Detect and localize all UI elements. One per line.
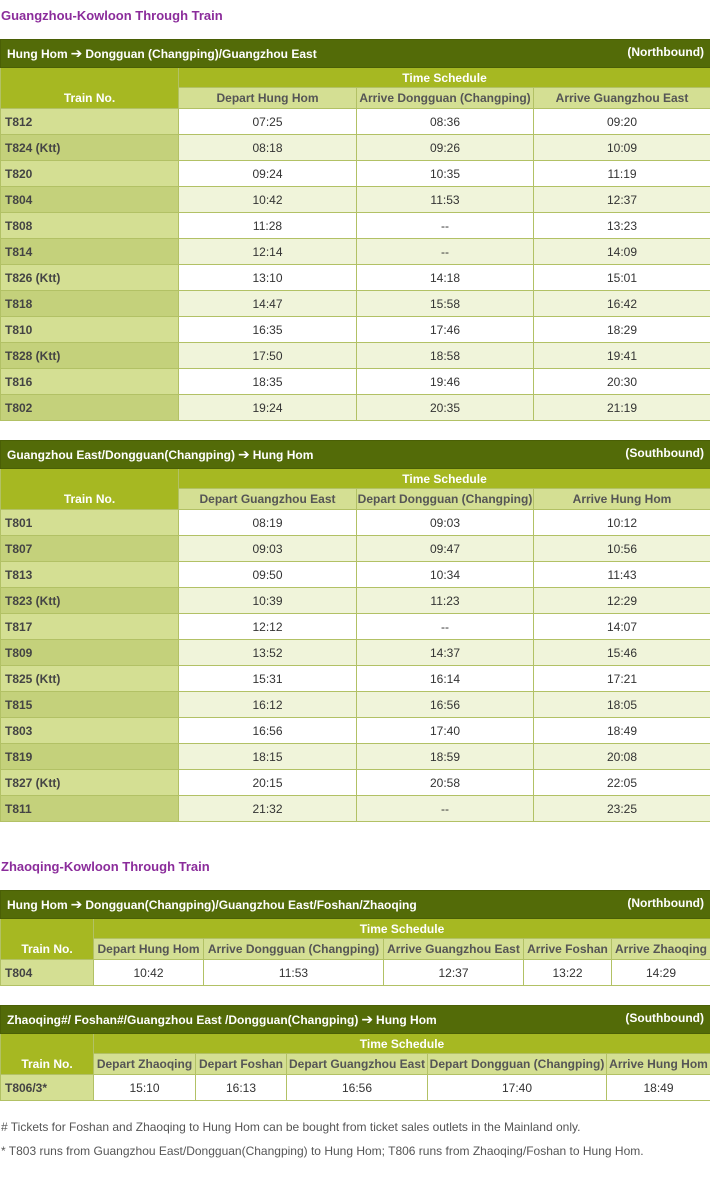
table-row xyxy=(1,770,710,796)
column-header: Arrive Dongguan (Changping) xyxy=(204,939,384,960)
time-cell: -- xyxy=(357,614,534,640)
train-number: T816 xyxy=(1,369,179,395)
column-header: Depart Foshan xyxy=(196,1054,287,1075)
time-cell: 07:25 xyxy=(179,109,357,135)
time-cell: 14:07 xyxy=(534,614,710,640)
time-cell: 18:29 xyxy=(534,317,710,343)
column-header: Depart Zhaoqing xyxy=(94,1054,196,1075)
train-number: T814 xyxy=(1,239,179,265)
time-cell: 09:03 xyxy=(179,536,357,562)
route-header xyxy=(1,441,710,469)
column-header: Arrive Hung Hom xyxy=(534,489,710,510)
train-number: T806/3* xyxy=(1,1075,94,1101)
column-header: Arrive Hung Hom xyxy=(607,1054,710,1075)
time-cell: 17:46 xyxy=(357,317,534,343)
column-header: Depart Hung Hom xyxy=(94,939,204,960)
arrow-right-icon: ➔ xyxy=(237,446,250,462)
direction-label: (Southbound) xyxy=(625,446,705,460)
train-number: T812 xyxy=(1,109,179,135)
time-schedule-header: Time Schedule xyxy=(94,1034,710,1054)
time-cell: 14:47 xyxy=(179,291,357,317)
table-row xyxy=(1,161,710,187)
time-schedule-header: Time Schedule xyxy=(179,68,710,88)
time-cell: 14:18 xyxy=(357,265,534,291)
time-cell: 11:19 xyxy=(534,161,710,187)
table-row xyxy=(1,291,710,317)
heading-zhaoqing-kowloon: Zhaoqing-Kowloon Through Train xyxy=(1,859,210,874)
train-number: T828 (Ktt) xyxy=(1,343,179,369)
time-cell: 16:13 xyxy=(196,1075,287,1101)
time-cell: 18:35 xyxy=(179,369,357,395)
time-schedule-header: Time Schedule xyxy=(94,919,710,939)
time-cell: 11:43 xyxy=(534,562,710,588)
time-cell: -- xyxy=(357,239,534,265)
time-cell: 20:08 xyxy=(534,744,710,770)
train-number: T817 xyxy=(1,614,179,640)
column-header: Arrive Guangzhou East xyxy=(384,939,524,960)
time-cell: 15:01 xyxy=(534,265,710,291)
table-row xyxy=(1,265,710,291)
time-cell: 18:58 xyxy=(357,343,534,369)
time-cell: 10:56 xyxy=(534,536,710,562)
time-cell: 21:19 xyxy=(534,395,710,421)
table-row xyxy=(1,317,710,343)
time-cell: 16:14 xyxy=(357,666,534,692)
arrow-right-icon: ➔ xyxy=(361,1011,374,1027)
route-header xyxy=(1,1006,710,1034)
train-number: T818 xyxy=(1,291,179,317)
train-number: T826 (Ktt) xyxy=(1,265,179,291)
time-cell: 20:15 xyxy=(179,770,357,796)
train-number: T809 xyxy=(1,640,179,666)
time-cell: 19:41 xyxy=(534,343,710,369)
column-header: Depart Dongguan (Changping) xyxy=(357,489,534,510)
time-schedule-header: Time Schedule xyxy=(179,469,710,489)
time-cell: 17:50 xyxy=(179,343,357,369)
time-cell: 15:31 xyxy=(179,666,357,692)
route-header xyxy=(1,891,710,919)
train-number: T810 xyxy=(1,317,179,343)
schedule-header-row xyxy=(1,469,710,489)
train-no-header: Train No. xyxy=(1,68,179,109)
route-to: Dongguan (Changping)/Guangzhou East xyxy=(85,47,317,61)
train-number: T819 xyxy=(1,744,179,770)
table-row xyxy=(1,588,710,614)
time-cell: 16:56 xyxy=(357,692,534,718)
time-cell: 18:15 xyxy=(179,744,357,770)
time-cell: 11:28 xyxy=(179,213,357,239)
time-cell: 10:42 xyxy=(179,187,357,213)
time-cell: 11:53 xyxy=(357,187,534,213)
table-row xyxy=(1,1075,710,1101)
time-cell: 15:58 xyxy=(357,291,534,317)
time-cell: 08:36 xyxy=(357,109,534,135)
time-cell: 10:12 xyxy=(534,510,710,536)
route-from: Guangzhou East/Dongguan(Changping) xyxy=(7,448,235,462)
route-header-row xyxy=(1,441,710,469)
timetable-gk-northbound xyxy=(0,39,710,421)
table-row xyxy=(1,109,710,135)
train-number: T825 (Ktt) xyxy=(1,666,179,692)
route-header-row xyxy=(1,1006,710,1034)
time-cell: 09:47 xyxy=(357,536,534,562)
time-cell: 09:03 xyxy=(357,510,534,536)
train-no-header: Train No. xyxy=(1,469,179,510)
timetable-zk-southbound xyxy=(0,1005,710,1101)
table-row xyxy=(1,187,710,213)
column-header-row xyxy=(1,939,710,960)
train-number: T815 xyxy=(1,692,179,718)
time-cell: 13:52 xyxy=(179,640,357,666)
table-row xyxy=(1,536,710,562)
time-cell: 10:35 xyxy=(357,161,534,187)
time-cell: 09:26 xyxy=(357,135,534,161)
time-cell: 12:14 xyxy=(179,239,357,265)
direction-label: (Northbound) xyxy=(627,896,705,910)
train-number: T804 xyxy=(1,187,179,213)
time-cell: 14:37 xyxy=(357,640,534,666)
timetable-gk-southbound xyxy=(0,440,710,822)
time-cell: 20:30 xyxy=(534,369,710,395)
train-number: T824 (Ktt) xyxy=(1,135,179,161)
route-to: Hung Hom xyxy=(376,1013,437,1027)
train-number: T811 xyxy=(1,796,179,822)
time-cell: 08:18 xyxy=(179,135,357,161)
column-header: Depart Hung Hom xyxy=(179,88,357,109)
time-cell: -- xyxy=(357,796,534,822)
time-cell: 18:49 xyxy=(534,718,710,744)
time-cell: 22:05 xyxy=(534,770,710,796)
train-number: T801 xyxy=(1,510,179,536)
time-cell: 20:58 xyxy=(357,770,534,796)
route-from: Zhaoqing#/ Foshan#/Guangzhou East /Dongguan(Changping) xyxy=(7,1013,359,1027)
time-cell: 10:39 xyxy=(179,588,357,614)
table-row xyxy=(1,744,710,770)
train-number: T823 (Ktt) xyxy=(1,588,179,614)
table-row xyxy=(1,666,710,692)
route-header-row xyxy=(1,891,710,919)
train-no-header: Train No. xyxy=(1,1034,94,1075)
table-row xyxy=(1,718,710,744)
column-header: Depart Guangzhou East xyxy=(287,1054,428,1075)
route-header-row xyxy=(1,40,710,68)
time-cell: -- xyxy=(357,213,534,239)
time-cell: 13:22 xyxy=(524,960,612,986)
time-cell: 18:49 xyxy=(607,1075,710,1101)
train-number: T827 (Ktt) xyxy=(1,770,179,796)
time-cell: 13:10 xyxy=(179,265,357,291)
footnote-tickets: # Tickets for Foshan and Zhaoqing to Hung Hom can be bought from ticket sales outlets in the Mainland only. xyxy=(1,1120,581,1134)
time-cell: 11:23 xyxy=(357,588,534,614)
train-number: T820 xyxy=(1,161,179,187)
footnote-runs: * T803 runs from Guangzhou East/Dongguan(Changping) to Hung Hom; T806 runs from Zhaoqing/Foshan to Hung Hom. xyxy=(1,1144,644,1158)
column-header: Arrive Guangzhou East xyxy=(534,88,710,109)
table-row xyxy=(1,960,710,986)
time-cell: 12:29 xyxy=(534,588,710,614)
table-row xyxy=(1,510,710,536)
time-cell: 16:35 xyxy=(179,317,357,343)
route-header xyxy=(1,40,710,68)
time-cell: 21:32 xyxy=(179,796,357,822)
table-row xyxy=(1,395,710,421)
time-cell: 10:09 xyxy=(534,135,710,161)
time-cell: 19:46 xyxy=(357,369,534,395)
schedule-header-row xyxy=(1,1034,710,1054)
time-cell: 10:34 xyxy=(357,562,534,588)
table-row xyxy=(1,614,710,640)
time-cell: 15:10 xyxy=(94,1075,196,1101)
route-to: Hung Hom xyxy=(252,448,314,462)
table-row xyxy=(1,692,710,718)
time-cell: 15:46 xyxy=(534,640,710,666)
table-row xyxy=(1,135,710,161)
time-cell: 16:56 xyxy=(179,718,357,744)
time-cell: 10:42 xyxy=(94,960,204,986)
heading-guangzhou-kowloon: Guangzhou-Kowloon Through Train xyxy=(1,8,223,23)
direction-label: (Northbound) xyxy=(627,45,705,59)
schedule-header-row xyxy=(1,919,710,939)
train-no-header: Train No. xyxy=(1,919,94,960)
time-cell: 09:20 xyxy=(534,109,710,135)
time-cell: 08:19 xyxy=(179,510,357,536)
table-row xyxy=(1,640,710,666)
time-cell: 14:09 xyxy=(534,239,710,265)
route-from: Hung Hom xyxy=(7,898,68,912)
route-to: Dongguan(Changping)/Guangzhou East/Foshan/Zhaoqing xyxy=(85,898,417,912)
table-row xyxy=(1,796,710,822)
direction-label: (Southbound) xyxy=(625,1011,704,1025)
arrow-right-icon: ➔ xyxy=(70,896,83,912)
train-number: T802 xyxy=(1,395,179,421)
train-number: T803 xyxy=(1,718,179,744)
time-cell: 17:40 xyxy=(428,1075,607,1101)
time-cell: 12:12 xyxy=(179,614,357,640)
time-cell: 12:37 xyxy=(534,187,710,213)
time-cell: 17:40 xyxy=(357,718,534,744)
time-cell: 23:25 xyxy=(534,796,710,822)
schedule-header-row xyxy=(1,68,710,88)
arrow-right-icon: ➔ xyxy=(70,45,83,61)
time-cell: 09:24 xyxy=(179,161,357,187)
table-row xyxy=(1,239,710,265)
table-row xyxy=(1,213,710,239)
time-cell: 14:29 xyxy=(612,960,710,986)
train-number: T807 xyxy=(1,536,179,562)
time-cell: 11:53 xyxy=(204,960,384,986)
time-cell: 16:12 xyxy=(179,692,357,718)
column-header: Arrive Foshan xyxy=(524,939,612,960)
time-cell: 19:24 xyxy=(179,395,357,421)
column-header: Depart Guangzhou East xyxy=(179,489,357,510)
column-header: Depart Dongguan (Changping) xyxy=(428,1054,607,1075)
time-cell: 16:42 xyxy=(534,291,710,317)
column-header-row xyxy=(1,1054,710,1075)
time-cell: 09:50 xyxy=(179,562,357,588)
time-cell: 17:21 xyxy=(534,666,710,692)
time-cell: 20:35 xyxy=(357,395,534,421)
train-number: T813 xyxy=(1,562,179,588)
train-number: T804 xyxy=(1,960,94,986)
time-cell: 18:59 xyxy=(357,744,534,770)
table-row xyxy=(1,562,710,588)
time-cell: 12:37 xyxy=(384,960,524,986)
column-header: Arrive Dongguan (Changping) xyxy=(357,88,534,109)
table-row xyxy=(1,369,710,395)
timetable-zk-northbound xyxy=(0,890,710,986)
route-from: Hung Hom xyxy=(7,47,68,61)
table-row xyxy=(1,343,710,369)
time-cell: 18:05 xyxy=(534,692,710,718)
column-header: Arrive Zhaoqing xyxy=(612,939,710,960)
time-cell: 16:56 xyxy=(287,1075,428,1101)
time-cell: 13:23 xyxy=(534,213,710,239)
train-number: T808 xyxy=(1,213,179,239)
